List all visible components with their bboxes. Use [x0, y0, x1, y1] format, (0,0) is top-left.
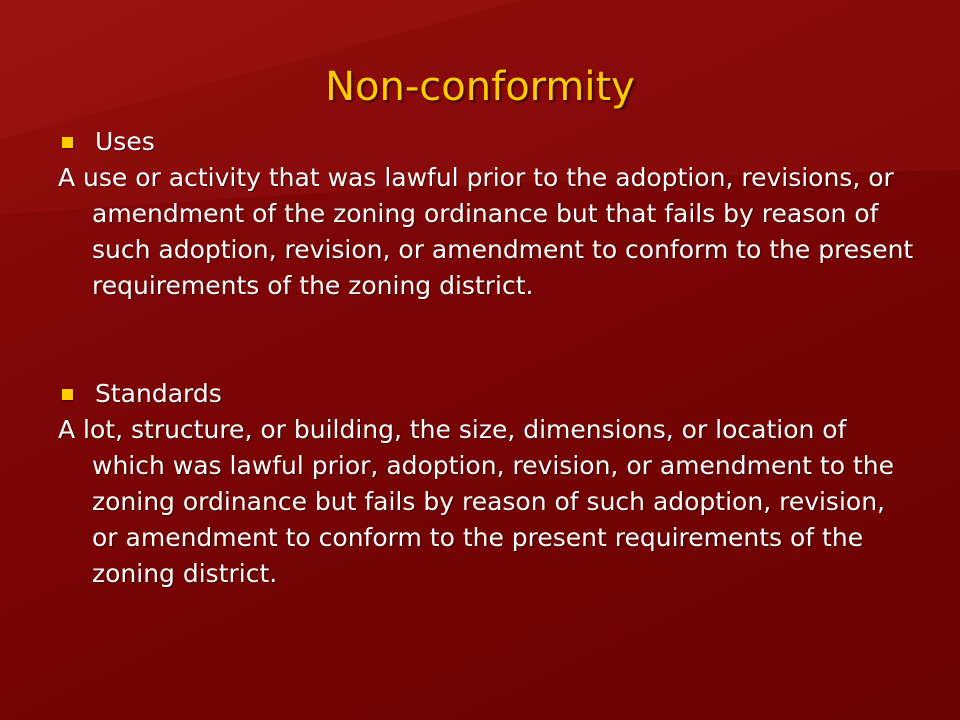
bullet-heading-standards: Standards — [95, 379, 222, 408]
square-bullet-icon — [62, 137, 73, 148]
bullet-heading-uses: Uses — [95, 127, 155, 156]
standards-definition: A lot, structure, or building, the size, dimensions, or location of which was lawful prior, adoption, revision, or amendment to the zoning ordinance but fails by reason of such adoption, revision, or amendment to conform to the present requirements of the zoning district. — [58, 415, 895, 588]
square-bullet-icon — [62, 389, 73, 400]
slide-title: Non-conformity — [325, 64, 635, 110]
spacer — [58, 340, 918, 376]
bullet-item-standards — [58, 376, 918, 412]
uses-definition: A use or activity that was lawful prior to the adoption, revisions, or amendment of the zoning ordinance but that fails by reason of such adoption, revision, or amendment to conform to the present requirements of the zoning district. — [58, 163, 914, 300]
slide-content — [58, 124, 918, 592]
bullet-item-uses — [58, 124, 918, 160]
spacer — [58, 304, 918, 340]
